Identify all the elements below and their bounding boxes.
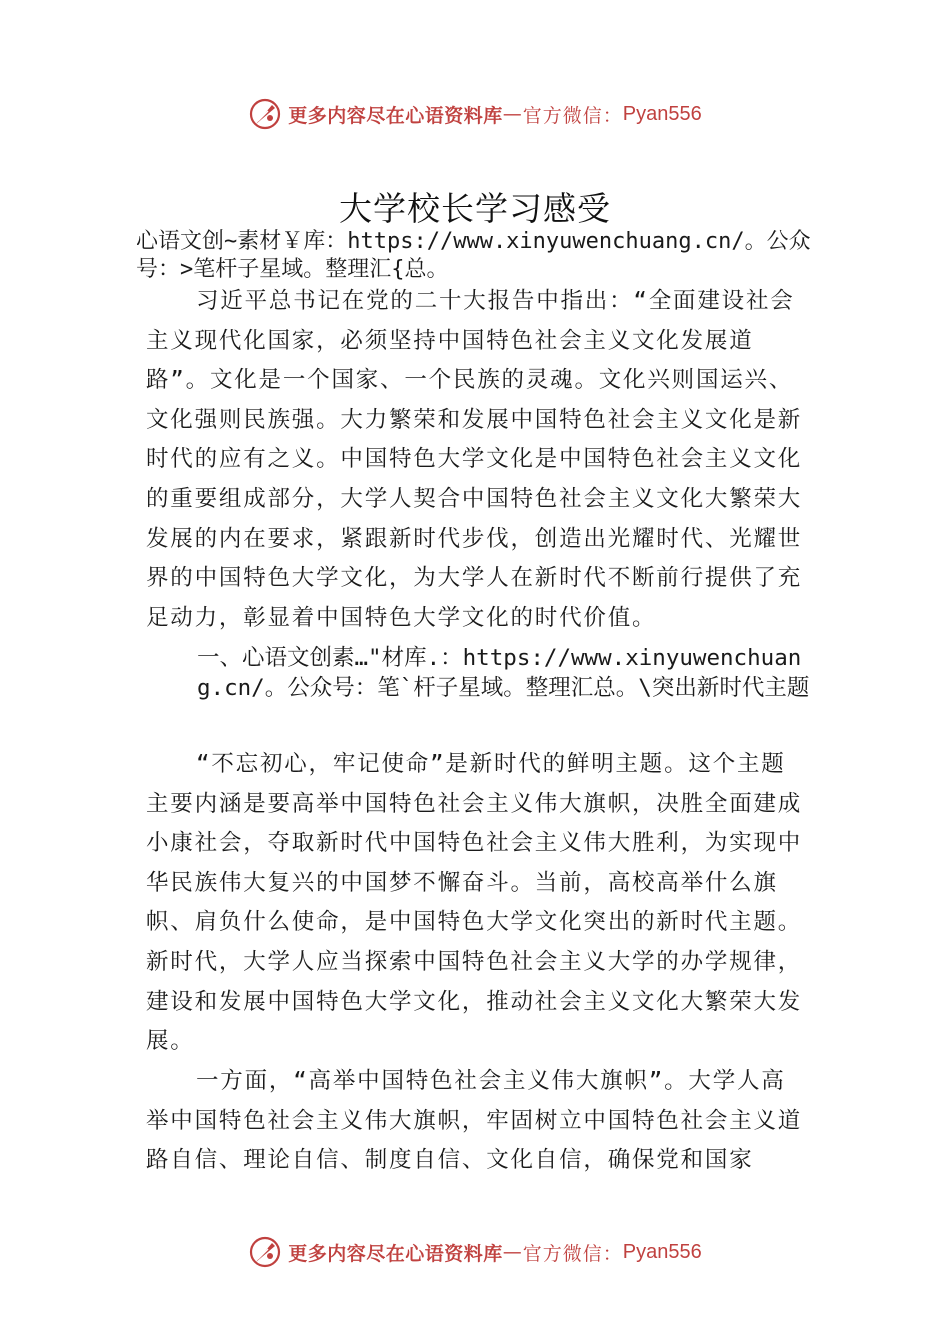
paragraph-1: 习近平总书记在党的二十大报告中指出：“全面建设社会主义现代化国家，必须坚持中国特色社会主义文化发展道路”。文化是一个国家、一个民族的灵魂。文化兴则国运兴、文化强则民族强。大力繁荣和发展中国特色社会主义文化是新时代的应有之义。中国特色大学文化是中国特色社会主义文化的重要组成部分，大学人契合中国特色社会主义文化大繁荣大发展的内在要求，紧跟新时代步伐，创造出光耀时代、光耀世界的中国特色大学文化，为大学人在新时代不断前行提供了充足动力，彰显着中国特色大学文化的时代价值。 — [146, 288, 803, 631]
banner-text-cn: 更多内容尽在心语资料库 — [288, 1242, 503, 1265]
banner-wechat-id: Pyan556 — [622, 1240, 702, 1263]
section-heading-1: 一、心语文创素…"材库.：https://www.xinyuwenchuang.cn/。公众号：笔`杆子星域。整理汇总。\突出新时代主题 — [197, 645, 810, 701]
banner-wechat-label: 官方微信： — [522, 1242, 623, 1265]
source-line: 心语文创~素材￥库：https://www.xinyuwenchuang.cn/。公众号：>笔杆子星域。整理汇{总。 — [136, 229, 811, 282]
footer-watermark-banner — [0, 1232, 950, 1272]
header-watermark-banner — [0, 94, 950, 134]
paragraph-3: 一方面，“高举中国特色社会主义伟大旗帜”。大学人高举中国特色社会主义伟大旗帜，牢固树立中国特色社会主义道路自信、理论自信、制度自信、文化自信，确保党和国家 — [146, 1068, 803, 1174]
banner-wechat-label: 官方微信： — [522, 104, 623, 127]
document-title: 大学校长学习感受 — [339, 189, 611, 228]
paragraph-2: “不忘初心，牢记使命”是新时代的鲜明主题。这个主题主要内涵是要高举中国特色社会主义伟大旗帜，决胜全面建成小康社会，夺取新时代中国特色社会主义伟大胜利，为实现中华民族伟大复兴的中国梦不懈奋斗。当前，高校高举什么旗帜、肩负什么使命，是中国特色大学文化突出的新时代主题。新时代，大学人应当探索中国特色社会主义大学的办学规律，建设和发展中国特色大学文化，推动社会主义文化大繁荣大发展。 — [146, 751, 803, 1055]
banner-dash: — — [502, 103, 523, 125]
quill-logo-icon — [248, 1235, 282, 1269]
quill-logo-icon — [248, 97, 282, 131]
banner-text-cn: 更多内容尽在心语资料库 — [288, 104, 503, 127]
banner-wechat-id: Pyan556 — [622, 102, 702, 125]
banner-dash: — — [502, 1241, 523, 1263]
